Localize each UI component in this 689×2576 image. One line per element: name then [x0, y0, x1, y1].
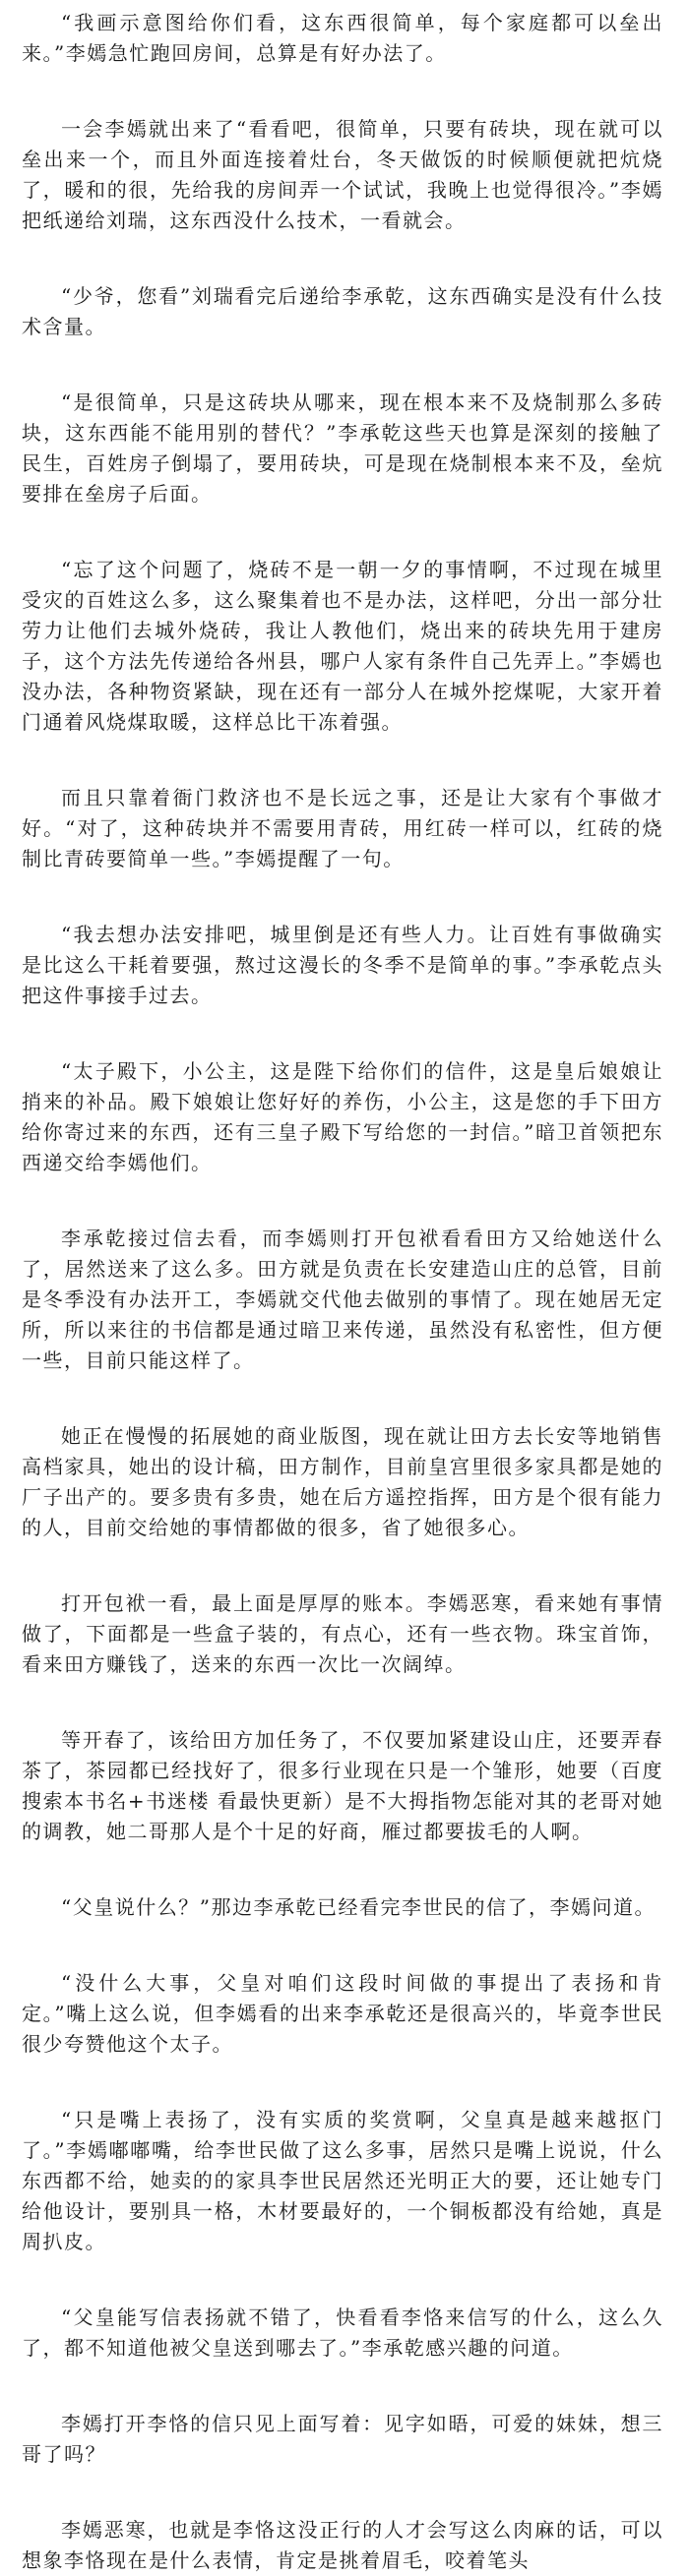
- paragraph: “我去想办法安排吧，城里倒是还有些人力。让百姓有事做确实是比这么干耗着要强，熬过这漫长的冬季不是简单的事。”李承乾点头把这件事接手过去。: [22, 923, 663, 1007]
- paragraph: “父皇能写信表扬就不错了，快看看李恪来信写的什么，这么久了，都不知道他被父皇送到哪去了。”李承乾感兴趣的问道。: [22, 2306, 663, 2360]
- paragraph: “忘了这个问题了，烧砖不是一朝一夕的事情啊，不过现在城里受灾的百姓这么多，这么聚集着也不是办法，这样吧，分出一部分壮劳力让他们去城外烧砖，我让人教他们，烧出来的砖块先用于建房子，这个方法先传递给各州县，哪户人家有条件自己先弄上。”李嫣也没办法，各种物资紧缺，现在还有一部分人在城外挖煤呢，大家开着门通着风烧煤取暖，这样总比干冻着强。: [22, 558, 663, 734]
- paragraph: 她正在慢慢的拓展她的商业版图，现在就让田方去长安等地销售高档家具，她出的设计稿，田方制作，目前皇宫里很多家具都是她的厂子出产的。要多贵有多贵，她在后方遥控指挥，田方是个很有能力的人，目前交给她的事情都做的很多，省了她很多心。: [22, 1424, 663, 1539]
- paragraph: 打开包袱一看，最上面是厚厚的账本。李嫣恶寒，看来她有事情做了，下面都是一些盒子装的，有点心，还有一些衣物。珠宝首饰，看来田方赚钱了，送来的东西一次比一次阔绰。: [22, 1591, 663, 1676]
- paragraph: 李嫣打开李恪的信只见上面写着：见字如晤，可爱的妹妹，想三哥了吗？: [22, 2412, 663, 2466]
- paragraph: 等开春了，该给田方加任务了，不仅要加紧建设山庄，还要弄春茶了，茶园都已经找好了，很多行业现在只是一个雏形，她要（百度搜索本书名+书迷楼 看最快更新）是不大拇指物怎能对其的老哥对她的调教，她二哥那人是个十足的好商，雁过都要拔毛的人啊。: [22, 1728, 663, 1843]
- paragraph: “少爷，您看”刘瑞看完后递给李承乾，这东西确实是没有什么技术含量。: [22, 284, 663, 338]
- paragraph: “是很简单，只是这砖块从哪来，现在根本来不及烧制那么多砖块，这东西能不能用别的替代？”李承乾这些天也算是深刻的接触了民生，百姓房子倒塌了，要用砖块，可是现在烧制根本来不及，垒炕要排在垒房子后面。: [22, 390, 663, 506]
- paragraph: 而且只靠着衙门救济也不是长远之事，还是让大家有个事做才好。“对了，这种砖块并不需要用青砖，用红砖一样可以，红砖的烧制比青砖要简单一些。”李嫣提醒了一句。: [22, 786, 663, 870]
- paragraph: 李承乾接过信去看，而李嫣则打开包袱看看田方又给她送什么了，居然送来了这么多。田方就是负责在长安建造山庄的总管，目前是冬季没有办法开工，李嫣就交代他去做别的事情了。现在她居无定所，所以来往的书信都是通过暗卫来传递，虽然没有私密性，但方便一些，目前只能这样了。: [22, 1227, 663, 1372]
- paragraph: “父皇说什么？”那边李承乾已经看完李世民的信了，李嫣问道。: [61, 1895, 656, 1919]
- paragraph: “太子殿下，小公主，这是陛下给你们的信件，这是皇后娘娘让捎来的补品。殿下娘娘让您好好的养伤，小公主，这是您的手下田方给你寄过来的东西，还有三皇子殿下写给您的一封信。”暗卫首领把东西递交给李嫣他们。: [22, 1059, 663, 1174]
- paragraph: “没什么大事，父皇对咱们这段时间做的事提出了表扬和肯定。”嘴上这么说，但李嫣看的出来李承乾还是很高兴的，毕竟李世民很少夸赞他这个太子。: [22, 1971, 663, 2056]
- paragraph: 李嫣恶寒，也就是李恪这没正行的人才会写这么肉麻的话，可以想象李恪现在是什么表情，肯定是挑着眉毛，咬着笔头: [22, 2518, 663, 2572]
- paragraph: 一会李嫣就出来了“看看吧，很简单，只要有砖块，现在就可以垒出来一个，而且外面连接着灶台，冬天做饭的时候顺便就把炕烧了，暖和的很，先给我的房间弄一个试试，我晚上也觉得很冷。”李嫣把纸递给刘瑞，这东西没什么技术，一看就会。: [22, 117, 663, 232]
- paragraph: “我画示意图给你们看，这东西很简单，每个家庭都可以垒出来。”李嫣急忙跑回房间，总算是有好办法了。: [22, 11, 663, 65]
- paragraph: “只是嘴上表扬了，没有实质的奖赏啊，父皇真是越来越抠门了。”李嫣嘟嘟嘴，给李世民做了这么多事，居然只是嘴上说说，什么东西都不给，她卖的的家具李世民居然还光明正大的要，还让她专门给他设计，要别具一格，木材要最好的，一个铜板都没有给她，真是周扒皮。: [22, 2108, 663, 2253]
